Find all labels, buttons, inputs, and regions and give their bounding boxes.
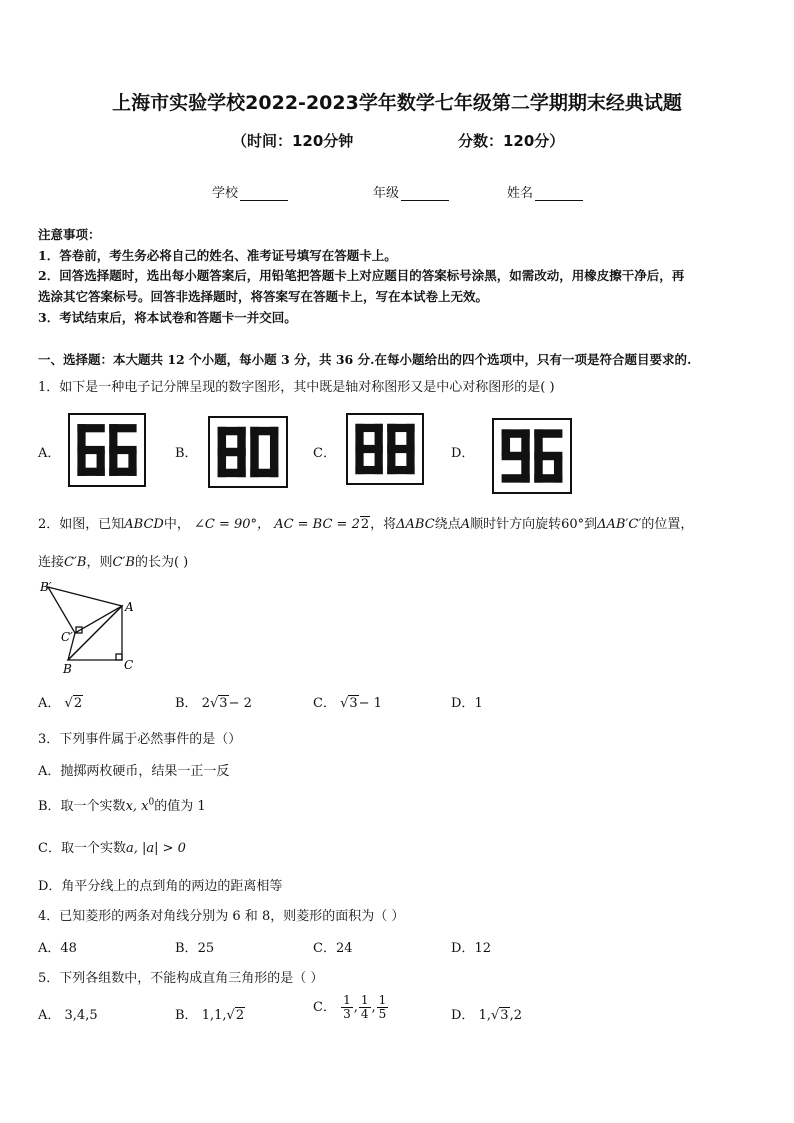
option-text: C．取一个实数 bbox=[38, 841, 126, 856]
q2-option-b: B． 2√3− 2 bbox=[175, 696, 252, 711]
option-math: x, x bbox=[125, 799, 149, 814]
digit-segment bbox=[355, 445, 382, 453]
name-blank bbox=[535, 186, 583, 201]
q5-option-c: C． $\frac{1}{3}$ , $\frac{1}{4}$ , $\frac{1}{5}$ bbox=[313, 993, 387, 1021]
option-label: A． bbox=[38, 941, 61, 956]
fraction-den: 4 bbox=[360, 1007, 369, 1021]
digit-segment bbox=[270, 427, 278, 452]
label-c-prime: C′ bbox=[61, 630, 73, 644]
q2-geometry-figure bbox=[34, 578, 144, 678]
q4-option-c bbox=[313, 937, 353, 956]
option-value: 1, bbox=[478, 1008, 491, 1023]
q2-text: 的长为( ) bbox=[134, 555, 189, 570]
option-label: D． bbox=[451, 696, 475, 711]
q1-stem: 1．如下是一种电子记分牌呈现的数字图形，其中既是轴对称图形又是中心对称图形的是( ) bbox=[38, 380, 555, 395]
q4-option-a bbox=[38, 937, 77, 956]
q1-option-d-label: D． bbox=[451, 446, 475, 461]
school-field bbox=[212, 182, 288, 201]
option-value: 3 bbox=[500, 1008, 509, 1023]
grade-label: 年级 bbox=[373, 186, 400, 201]
q5-option-b: B． 1,1,√2 bbox=[175, 1008, 245, 1023]
q2-math: ABCD bbox=[124, 517, 164, 532]
q3-stem: 3．下列事件属于必然事件的是（） bbox=[38, 732, 242, 747]
option-label: A． bbox=[38, 1008, 61, 1023]
q3-option-d: D．角平分线上的点到角的两边的距离相等 bbox=[38, 879, 283, 894]
option-text: 的值为 1 bbox=[154, 799, 206, 814]
name-label: 姓名 bbox=[507, 186, 534, 201]
digit-segment bbox=[97, 450, 105, 476]
fraction-den: 3 bbox=[343, 1007, 351, 1021]
school-label: 学校 bbox=[212, 186, 239, 201]
digit-segment bbox=[387, 445, 414, 453]
note-item: 2．回答选择题时，选出每小题答案后，用铅笔把答题卡上对应题目的答案标号涂黑，如需改动，用橡皮擦干净后，再 bbox=[38, 268, 685, 283]
section-heading: 一、选择题：本大题共 12 个小题，每小题 3 分，共 36 分.在每小题给出的四个选项中，只有一项是符合题目要求的. bbox=[38, 352, 692, 367]
option-value: 1,1, bbox=[201, 1008, 227, 1023]
option-label: B． bbox=[175, 696, 198, 711]
fraction-num: 1 bbox=[360, 993, 369, 1007]
label-b-prime: B′ bbox=[40, 580, 52, 594]
q1-option-a-label: A． bbox=[38, 446, 61, 461]
school-blank bbox=[240, 186, 288, 201]
grade-blank bbox=[401, 186, 449, 201]
q2-ac-bc: AC = BC = 2 bbox=[274, 517, 360, 532]
q4-option-b bbox=[175, 937, 214, 956]
notes-heading: 注意事项： bbox=[38, 227, 101, 242]
option-value: 24 bbox=[335, 941, 353, 956]
q2-text: ，则 bbox=[86, 555, 113, 570]
digit-segment bbox=[554, 456, 562, 483]
q2-text: ，将 bbox=[370, 517, 397, 532]
option-value: − 2 bbox=[228, 696, 252, 711]
option-sup: 0 bbox=[148, 797, 155, 808]
scoreboard-80-image bbox=[208, 416, 288, 488]
note-item: 选涂其它答案标号。回答非选择题时，将答案写在答题卡上，写在本试卷上无效。 bbox=[38, 289, 489, 304]
option-label: C． bbox=[313, 941, 336, 956]
digit-segment bbox=[128, 450, 136, 476]
q4-stem: 4．已知菱形的两条对角线分别为 6 和 8，则菱形的面积为（ ） bbox=[38, 909, 405, 924]
fraction bbox=[341, 994, 353, 1021]
q5-option-d: D． 1,√3,2 bbox=[451, 1008, 522, 1023]
q2-stem-line1 bbox=[38, 513, 693, 532]
q2-option-a: A． √2 bbox=[38, 696, 83, 711]
q2-stem-line2 bbox=[38, 551, 188, 570]
scoreboard-88-image bbox=[346, 413, 424, 485]
fraction-num: 1 bbox=[343, 993, 351, 1007]
fraction bbox=[359, 994, 371, 1021]
digit-segment bbox=[502, 474, 530, 482]
note-item: 1．答卷前，考生务必将自己的姓名、准考证号填写在答题卡上。 bbox=[38, 248, 397, 263]
q1-option-b-label: B． bbox=[175, 446, 198, 461]
option-value: 3 bbox=[219, 696, 228, 711]
name-field bbox=[507, 182, 583, 201]
fraction-den: 5 bbox=[378, 1007, 387, 1021]
scoreboard-66-image bbox=[68, 413, 146, 487]
option-math: a, |a| > 0 bbox=[125, 841, 186, 856]
grade-field bbox=[373, 182, 449, 201]
digit-segment bbox=[502, 452, 530, 460]
digit-segment bbox=[250, 427, 258, 452]
option-label: D． bbox=[451, 1008, 475, 1023]
option-value: 2 bbox=[235, 1008, 245, 1023]
q2-text: 连接 bbox=[38, 555, 65, 570]
q2-triangle: ΔABC bbox=[396, 517, 435, 532]
q2-option-d bbox=[451, 692, 483, 711]
label-a: A bbox=[125, 600, 134, 614]
option-value: − 1 bbox=[358, 696, 382, 711]
option-value: 3,4,5 bbox=[64, 1008, 98, 1023]
exam-score: 分数：120分） bbox=[458, 132, 565, 150]
q3-option-a: A．抛掷两枚硬币，结果一正一反 bbox=[38, 764, 230, 779]
option-label: C． bbox=[313, 696, 336, 711]
q2-text: 中， bbox=[163, 517, 190, 532]
option-value: 3 bbox=[349, 696, 358, 711]
option-value: 2 bbox=[201, 696, 210, 711]
q5-stem: 5．下列各组数中，不能构成直角三角形的是（ ） bbox=[38, 971, 324, 986]
note-item: 3．考试结束后，将本试卷和答题卡一并交回。 bbox=[38, 310, 297, 325]
option-text: B．取一个实数 bbox=[38, 799, 126, 814]
option-value: 25 bbox=[197, 941, 215, 956]
page-title: 上海市实验学校2022-2023学年数学七年级第二学期期末经典试题 bbox=[112, 92, 682, 114]
option-value: 1 bbox=[474, 696, 483, 711]
option-value: 12 bbox=[474, 941, 491, 956]
option-label: A． bbox=[38, 696, 61, 711]
label-c: C bbox=[124, 658, 134, 672]
q2-option-c: C． √3− 1 bbox=[313, 696, 382, 711]
scoreboard-96-image bbox=[492, 418, 572, 494]
q5-option-a bbox=[38, 1004, 98, 1023]
q2-text: 2．如图，已知 bbox=[38, 517, 125, 532]
q3-option-c bbox=[38, 837, 186, 856]
digit-segment bbox=[218, 448, 246, 456]
option-value: ,2 bbox=[509, 1008, 522, 1023]
option-label: D． bbox=[451, 941, 475, 956]
q2-angle: ∠C = 90°， bbox=[194, 517, 271, 532]
option-label: B． bbox=[175, 941, 198, 956]
q2-triangle-rotated: ΔAB′C′ bbox=[597, 517, 642, 532]
q4-option-d bbox=[451, 937, 491, 956]
q2-sqrt-2: 2 bbox=[360, 517, 370, 532]
q2-text: 绕点 bbox=[434, 517, 461, 532]
option-label: C． bbox=[313, 1000, 336, 1015]
option-value: 2 bbox=[73, 696, 83, 711]
option-label: B． bbox=[175, 1008, 198, 1023]
fraction-num: 1 bbox=[378, 993, 387, 1007]
digit-segment bbox=[250, 452, 258, 477]
fraction bbox=[377, 994, 389, 1021]
option-value: 48 bbox=[60, 941, 77, 956]
q3-option-b bbox=[38, 795, 206, 814]
exam-time: （时间：120分钟 bbox=[232, 132, 354, 150]
q2-text: 的位置， bbox=[641, 517, 694, 532]
label-b: B bbox=[63, 662, 72, 676]
q2-point: A bbox=[460, 517, 471, 532]
q1-option-c-label: C． bbox=[313, 446, 336, 461]
q2-math: C′B bbox=[64, 555, 87, 570]
q2-math: C′B bbox=[112, 555, 135, 570]
q2-text: 顺时针方向旋转60°到 bbox=[470, 517, 598, 532]
